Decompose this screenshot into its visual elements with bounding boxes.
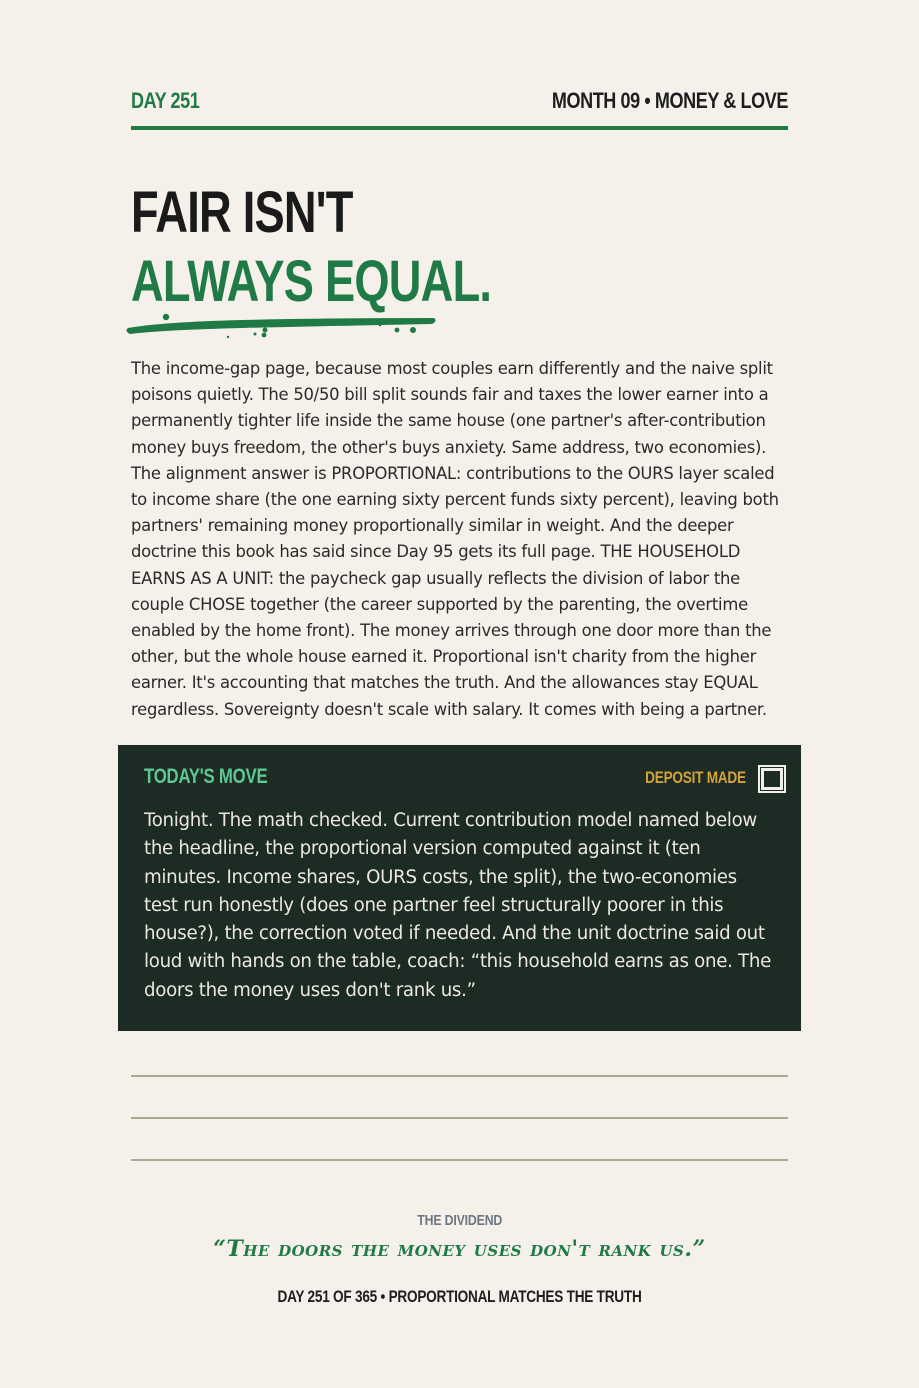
footer-day-text: DAY 251 OF 365 • PROPORTIONAL MATCHES THE TRUTH (277, 1287, 642, 1306)
writing-line-1[interactable] (131, 1075, 788, 1077)
body-line: doctrine this book has said since Day 95 gets its full page. THE HOUSEHOLD (131, 542, 741, 562)
move-line: the headline, the proportional version computed against it (ten (144, 838, 701, 860)
footer-label (0, 1212, 919, 1229)
brush-underline-icon (122, 308, 442, 344)
body-text (131, 356, 791, 723)
page-header (131, 88, 788, 118)
header-rule (131, 126, 788, 130)
deposit-made-checkbox[interactable] (761, 768, 783, 790)
body-line: couple CHOSE together (the career supported by the parenting, the overtime (131, 594, 748, 614)
page-title-line-2: ALWAYS EQUAL. (131, 249, 492, 314)
footer-day-line (0, 1287, 919, 1307)
body-line: partners' remaining money proportionally similar in weight. And the deeper (131, 516, 734, 536)
move-line: Tonight. The math checked. Current contribution model named below (144, 810, 758, 831)
body-line: regardless. Sovereignty doesn't scale with salary. It comes with being a partner. (131, 699, 767, 719)
day-number: DAY 251 (131, 88, 200, 113)
move-line: loud with hands on the table, coach: “this household earns as one. The (144, 951, 771, 973)
body-line: enabled by the home front). The money arrives through one door more than the (131, 621, 772, 641)
writing-line-3[interactable] (131, 1159, 788, 1161)
body-line: EARNS AS A UNIT: the paycheck gap usually reflects the division of labor the (131, 568, 740, 588)
body-line: money buys freedom, the other's buys anxiety. Same address, two economies). (131, 437, 767, 457)
body-line: permanently tighter life inside the same house (one partner's after-contribution (131, 411, 766, 431)
body-line: to income share (the one earning sixty percent funds sixty percent), leaving both (131, 490, 779, 510)
todays-move-text (144, 807, 784, 1005)
page-title-line-1: FAIR ISN'T (131, 180, 353, 245)
footer-quote: “The doors the money uses don't rank us.” (213, 1236, 706, 1262)
body-line: poisons quietly. The 50/50 bill split sounds fair and taxes the lower earner into a (131, 385, 769, 405)
month-theme: MONTH 09 • MONEY & LOVE (551, 88, 788, 113)
move-line: test run honestly (does one partner feel structurally poorer in this (144, 894, 724, 916)
deposit-made-label: DEPOSIT MADE (645, 768, 746, 787)
todays-move-box (118, 745, 801, 1031)
move-line: house?), the correction voted if needed. And the unit doctrine said out (144, 923, 765, 945)
body-line: The income-gap page, because most couples earn differently and the naive split (131, 359, 773, 378)
todays-move-title: TODAY'S MOVE (144, 765, 268, 788)
body-line: earner. It's accounting that matches the truth. And the allowances stay EQUAL (131, 673, 758, 693)
body-line: other, but the whole house earned it. Proportional isn't charity from the higher (131, 647, 757, 667)
move-line: doors the money uses don't rank us.” (144, 979, 476, 1001)
footer-label-text: THE DIVIDEND (417, 1212, 502, 1229)
body-line: The alignment answer is PROPORTIONAL: contributions to the OURS layer scaled (131, 463, 775, 483)
move-line: minutes. Income shares, OURS costs, the split), the two-economies (144, 866, 737, 888)
writing-line-2[interactable] (131, 1117, 788, 1119)
